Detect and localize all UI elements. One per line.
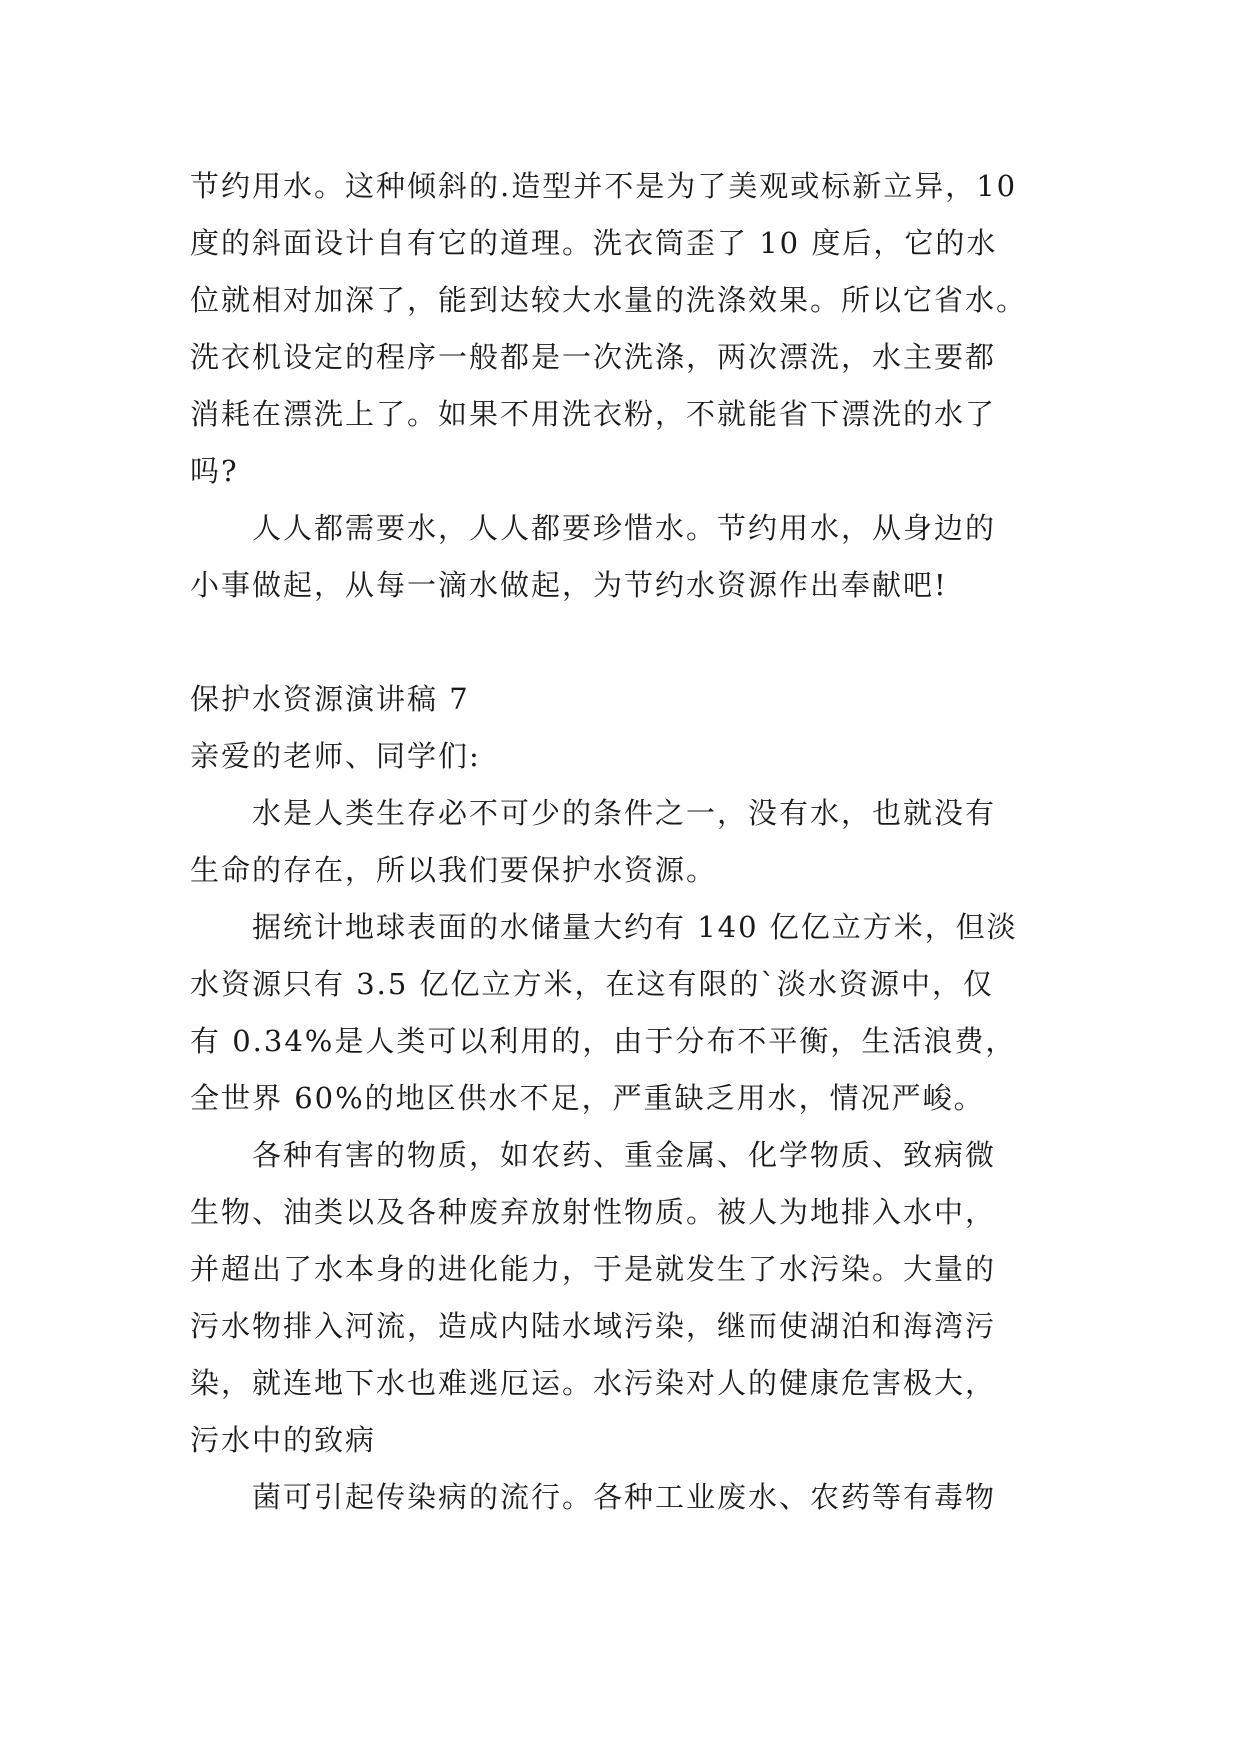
text-line: 水是人类生存必不可少的条件之一，没有水，也就没有 bbox=[252, 796, 997, 830]
text-line: 生物、油类以及各种废弃放射性物质。被人为地排入水中， bbox=[190, 1195, 997, 1229]
document-body bbox=[190, 158, 1050, 1526]
text-line: 据统计地球表面的水储量大约有 140 亿亿立方米，但淡 bbox=[252, 910, 1018, 944]
text-line: 染，就连地下水也难逃厄运。水污染对人的健康危害极大， bbox=[190, 1366, 997, 1400]
text-line: 生命的存在，所以我们要保护水资源。 bbox=[190, 853, 718, 887]
text-line: 各种有害的物质，如农药、重金属、化学物质、致病微 bbox=[252, 1138, 997, 1172]
text-line: 有 0.34%是人类可以利用的，由于分布不平衡，生活浪费， bbox=[190, 1024, 1017, 1058]
text-line: 全世界 60%的地区供水不足，严重缺乏用水，情况严峻。 bbox=[190, 1081, 985, 1115]
paragraph-water-pollution bbox=[190, 1127, 1050, 1469]
section-title: 保护水资源演讲稿 7 bbox=[190, 682, 470, 716]
text-line: 污水中的致病 bbox=[190, 1423, 377, 1457]
section-spacer bbox=[190, 614, 1050, 671]
text-line: 洗衣机设定的程序一般都是一次洗涤，两次漂洗，水主要都 bbox=[190, 340, 997, 374]
text-line: 度的斜面设计自有它的道理。洗衣筒歪了 10 度后，它的水 bbox=[190, 226, 998, 260]
paragraph-disease-spread bbox=[190, 1469, 1050, 1526]
text-line: 小事做起，从每一滴水做起，为节约水资源作出奉献吧! bbox=[190, 568, 948, 602]
paragraph-water-statistics bbox=[190, 899, 1050, 1127]
text-line: 并超出了水本身的进化能力，于是就发生了水污染。大量的 bbox=[190, 1252, 997, 1286]
text-line: 吗? bbox=[190, 454, 239, 488]
text-line: 水资源只有 3.5 亿亿立方米，在这有限的`淡水资源中，仅 bbox=[190, 967, 995, 1001]
text-line: 位就相对加深了，能到达较大水量的洗涤效果。所以它省水。 bbox=[190, 283, 1028, 317]
paragraph-water-essential bbox=[190, 785, 1050, 899]
salutation: 亲爱的老师、同学们: bbox=[190, 739, 481, 773]
text-line: 人人都需要水，人人都要珍惜水。节约用水，从身边的 bbox=[252, 511, 997, 545]
text-line: 菌可引起传染病的流行。各种工业废水、农药等有毒物 bbox=[252, 1480, 997, 1514]
paragraph-cherish-water bbox=[190, 500, 1050, 614]
text-line: 节约用水。这种倾斜的.造型并不是为了美观或标新立异，10 bbox=[190, 169, 1018, 203]
paragraph-water-saving-washer bbox=[190, 158, 1050, 500]
text-line: 消耗在漂洗上了。如果不用洗衣粉，不就能省下漂洗的水了 bbox=[190, 397, 997, 431]
text-line: 污水物排入河流，造成内陆水域污染，继而使湖泊和海湾污 bbox=[190, 1309, 997, 1343]
